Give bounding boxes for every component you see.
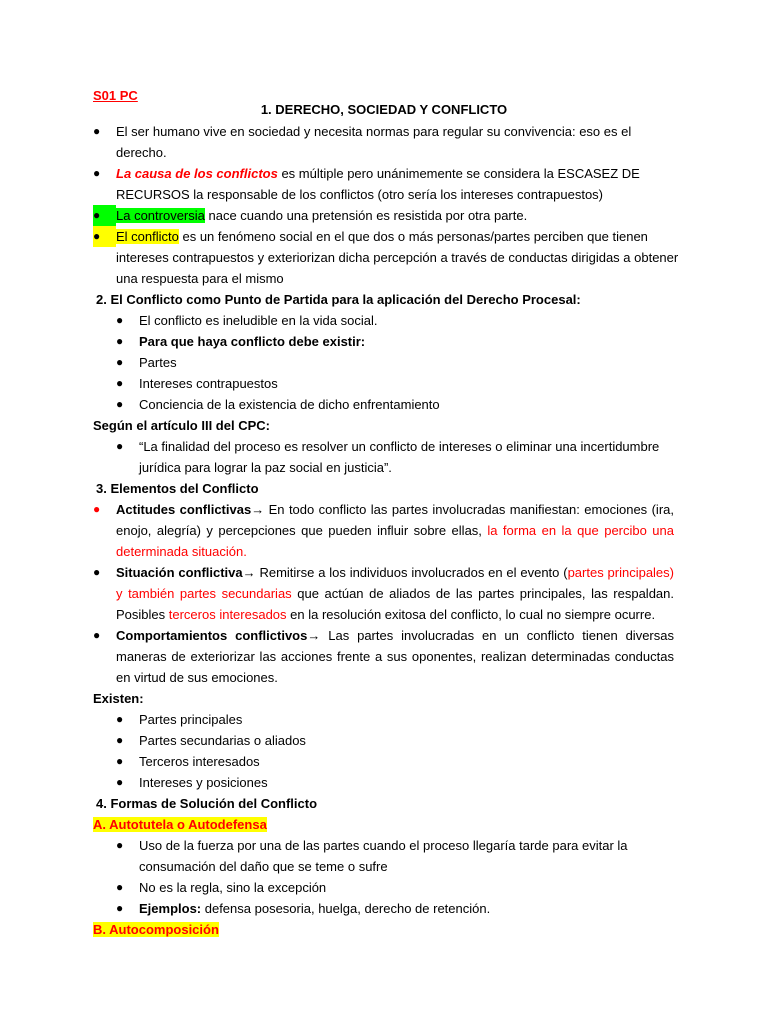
body-text: defensa posesoria, huelga, derecho de retención. [201, 901, 491, 916]
bullet-icon: ● [116, 838, 124, 852]
bullet-icon: ● [116, 355, 124, 369]
list-item: Partes [139, 355, 177, 370]
body-text: maneras de exteriorizar las acciones frente a sus oponentes, realizan determinadas conductas [116, 649, 674, 664]
bullet-icon: ● [93, 226, 116, 247]
situacion-paragraph [116, 583, 674, 604]
article-heading: Según el artículo III del CPC: [93, 418, 270, 433]
existen-heading: Existen: [93, 691, 144, 706]
causa-conflictos-term: La causa de los conflictos [116, 166, 278, 181]
bullet-icon: ● [116, 439, 124, 453]
bullet-icon: ● [116, 376, 124, 390]
comportamientos-label: Comportamientos conflictivos [116, 628, 308, 643]
bullet-icon: ● [93, 628, 101, 642]
comportamientos-paragraph [116, 625, 674, 646]
body-text: en virtud de sus emociones. [116, 670, 278, 685]
autotutela-heading [93, 814, 267, 835]
bullet-icon: ● [93, 205, 116, 226]
document-title: 1. DERECHO, SOCIEDAD Y CONFLICTO [260, 102, 508, 117]
arrow-icon: → [307, 628, 321, 643]
bullet-icon: ● [116, 334, 124, 348]
bullet-icon: ● [116, 901, 124, 915]
situacion-label: Situación conflictiva [116, 565, 243, 580]
bullet-icon: ● [93, 124, 101, 138]
list-item: Uso de la fuerza por una de las partes cuando el proceso llegaría tarde para evitar la [139, 838, 628, 853]
highlighted-text: determinada situación. [116, 544, 247, 559]
list-item: Intereses y posiciones [139, 775, 268, 790]
intro-text: nace cuando una pretensión es resistida por otra parte. [204, 208, 528, 223]
controversia-term: La controversia [116, 208, 205, 223]
arrow-icon: → [251, 502, 265, 517]
document-code: S01 PC [93, 88, 138, 103]
body-text: Posibles [116, 607, 169, 622]
highlighted-text: la forma en la que percibo una [487, 523, 674, 538]
intro-text: intereses contrapuestos y exteriorizan dicha percepción a través de conductas dirigidas a obtener [116, 250, 679, 265]
intro-text: una respuesta para el mismo [116, 271, 284, 286]
body-text: enojo, alegría) y percepciones que pueden influir sobre ellas, [116, 523, 488, 538]
body-text: Remitirse a los individuos involucrados en el evento ( [255, 565, 568, 580]
bullet-icon: ● [116, 712, 124, 726]
ejemplos-label: Ejemplos: [139, 901, 202, 916]
body-text: Las partes involucradas en un conflicto tienen diversas [320, 628, 674, 643]
section-2-heading: 2. El Conflicto como Punto de Partida para la aplicación del Derecho Procesal: [96, 292, 581, 307]
bullet-icon: ● [116, 880, 124, 894]
quote-text: “La finalidad del proceso es resolver un conflicto de intereses o eliminar una incertidumbre [139, 439, 660, 454]
intro-text: RECURSOS la responsable de los conflictos (otro sería los intereses contrapuestos) [116, 187, 603, 202]
list-item [139, 898, 490, 919]
list-item: Partes principales [139, 712, 243, 727]
actitudes-label: Actitudes conflictivas [116, 502, 252, 517]
bullet-icon: ● [116, 733, 124, 747]
intro-text: es múltiple pero unánimemente se considera la ESCASEZ DE [277, 166, 640, 181]
section-3-heading: 3. Elementos del Conflicto [96, 481, 259, 496]
highlighted-text: y también partes secundarias [116, 586, 292, 601]
list-item: Intereses contrapuestos [139, 376, 278, 391]
intro-paragraph [116, 205, 527, 226]
highlighted-text: partes principales) [567, 565, 674, 580]
list-item: El conflicto es ineludible en la vida social. [139, 313, 378, 328]
intro-text: El ser humano vive en sociedad y necesita normas para regular su convivencia: eso es el [116, 124, 632, 139]
bullet-icon: ● [116, 313, 124, 327]
quote-text: jurídica para lograr la paz social en justicia”. [139, 460, 392, 475]
arrow-icon: → [242, 565, 256, 580]
list-item: No es la regla, sino la excepción [139, 880, 327, 895]
conflicto-term: El conflicto [116, 229, 179, 244]
list-item: Conciencia de la existencia de dicho enfrentamiento [139, 397, 440, 412]
body-text: que actúan de aliados de las partes principales, las respaldan. [291, 586, 674, 601]
intro-text: derecho. [116, 145, 167, 160]
list-item: Para que haya conflicto debe existir: [139, 334, 366, 349]
autocomposicion-heading-text: B. Autocomposición [93, 922, 219, 937]
intro-paragraph [116, 163, 640, 184]
intro-text: es un fenómeno social en el que dos o más personas/partes perciben que tienen [178, 229, 648, 244]
situacion-paragraph [116, 562, 674, 583]
bullet-icon: ● [93, 502, 101, 516]
list-item: Partes secundarias o aliados [139, 733, 306, 748]
bullet-icon: ● [93, 166, 101, 180]
body-text: en la resolución exitosa del conflicto, lo cual no siempre ocurre. [286, 607, 656, 622]
section-4-heading: 4. Formas de Solución del Conflicto [96, 796, 318, 811]
intro-paragraph [116, 226, 648, 247]
bullet-icon: ● [116, 754, 124, 768]
bullet-icon: ● [93, 565, 101, 579]
actitudes-paragraph [116, 499, 674, 520]
body-text: En todo conflicto las partes involucradas manifiestan: emociones (ira, [264, 502, 674, 517]
bullet-icon: ● [116, 397, 124, 411]
list-item: consumación del daño que se teme o sufre [139, 859, 388, 874]
highlighted-text: terceros interesados [168, 607, 287, 622]
actitudes-paragraph [116, 520, 674, 541]
autocomposicion-heading [93, 919, 219, 940]
autotutela-heading-text: A. Autotutela o Autodefensa [93, 817, 267, 832]
list-item: Terceros interesados [139, 754, 260, 769]
situacion-paragraph [116, 604, 655, 625]
bullet-icon: ● [116, 775, 124, 789]
